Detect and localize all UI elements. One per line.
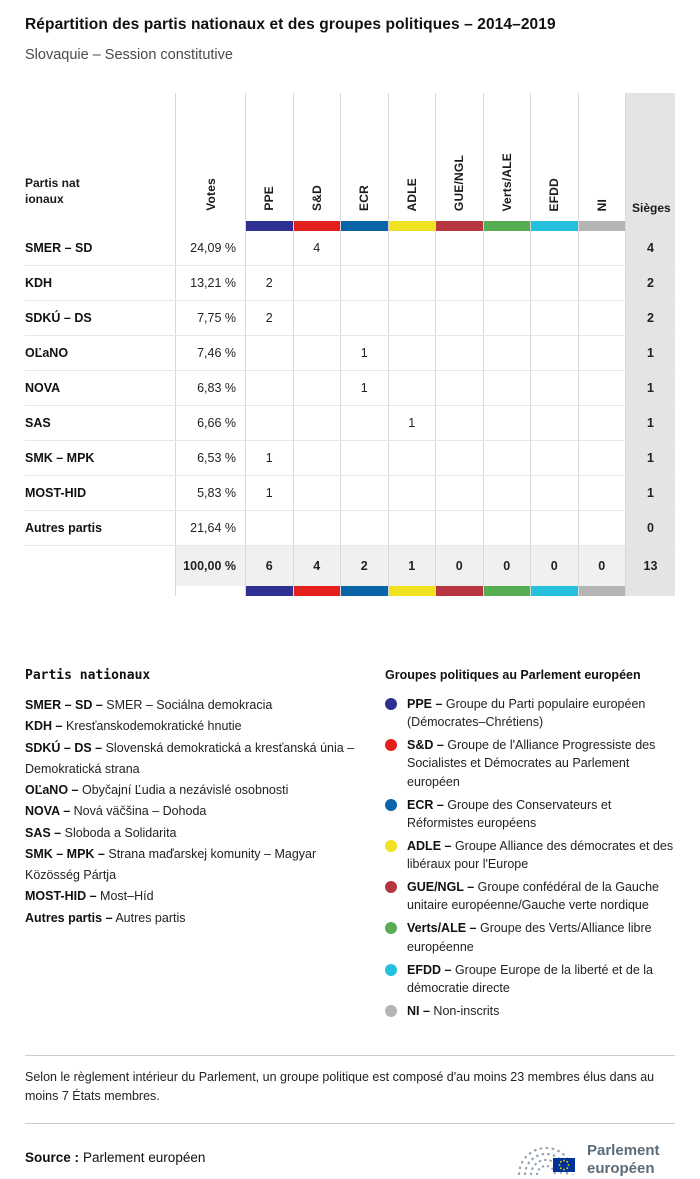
- party-legend-item: [25, 738, 355, 781]
- votes-value: 5,83 %: [175, 476, 245, 510]
- cell-adle: [388, 511, 436, 545]
- spacer: [175, 586, 245, 596]
- cell-guengl: [435, 336, 483, 370]
- table-row: [25, 476, 675, 511]
- cell-vertsale: [483, 511, 531, 545]
- group-desc: Groupe Europe de la liberté et de la démocratie directe: [407, 962, 653, 995]
- group-desc: Groupe des Verts/Alliance libre européenne: [407, 921, 652, 954]
- party-abbr: MOST-HID –: [25, 889, 97, 904]
- group-legend-item: [385, 961, 675, 997]
- party-abbr: SMK – MPK –: [25, 846, 105, 861]
- votes-value: 6,66 %: [175, 406, 245, 440]
- cell-adle: [388, 441, 436, 475]
- votes-value: 24,09 %: [175, 231, 245, 265]
- col-header-partis: [25, 93, 175, 221]
- groups-legend: [385, 668, 675, 1025]
- cell-sd: [293, 266, 341, 300]
- party-name: KDH: [25, 276, 53, 290]
- cell-vertsale: [483, 231, 531, 265]
- party-name: SAS: [25, 416, 51, 430]
- cell-adle: [388, 336, 436, 370]
- total-adle: 1: [388, 546, 436, 586]
- cell-vertsale: [483, 371, 531, 405]
- cell-ppe: 2: [245, 301, 293, 335]
- sd-header-label: S&D: [309, 185, 324, 211]
- groups-legend-heading: Groupes politiques au Parlement européen: [385, 668, 641, 682]
- group-legend-item: [385, 919, 675, 955]
- group-legend-item: [385, 796, 675, 832]
- group-desc: Groupe des Conservateurs et Réformistes européens: [407, 797, 612, 830]
- group-legend-text: [407, 1002, 675, 1020]
- seats-value: 1: [625, 371, 675, 405]
- source-value: Parlement européen: [83, 1150, 206, 1166]
- group-desc: Groupe confédéral de la Gauche unitaire européenne/Gauche verte nordique: [407, 880, 660, 913]
- group-legend-text: [407, 736, 675, 790]
- cell-ppe: [245, 336, 293, 370]
- party-abbr: KDH –: [25, 719, 63, 734]
- cell-vertsale: [483, 406, 531, 440]
- group-abbr: ECR –: [407, 797, 444, 812]
- group-abbr: Verts/ALE –: [407, 921, 477, 936]
- color-bar-efdd: [530, 221, 578, 231]
- party-desc: Nová väčšina – Dohoda: [73, 804, 207, 819]
- cell-guengl: [435, 406, 483, 440]
- table-row: [25, 511, 675, 546]
- group-color-bars-top: [25, 221, 675, 231]
- cell-ecr: [340, 511, 388, 545]
- color-bar-sd: [293, 586, 341, 596]
- efdd-header-label: EFDD: [547, 177, 562, 211]
- cell-ni: [578, 406, 626, 440]
- total-vertsale: 0: [483, 546, 531, 586]
- cell-sd: [293, 371, 341, 405]
- cell-adle: [388, 371, 436, 405]
- group-abbr: NI –: [407, 1003, 430, 1018]
- cell-ni: [578, 301, 626, 335]
- group-legend-item: [385, 695, 675, 731]
- party-legend-item: [25, 695, 355, 716]
- party-desc: Autres partis: [115, 910, 186, 925]
- group-legend-item: [385, 837, 675, 873]
- cell-efdd: [530, 406, 578, 440]
- col-header-ecr: [340, 93, 388, 221]
- cell-guengl: [435, 231, 483, 265]
- cell-sd: [293, 301, 341, 335]
- cell-guengl: [435, 266, 483, 300]
- cell-ni: [578, 441, 626, 475]
- seats-value: 1: [625, 406, 675, 440]
- cell-ppe: [245, 231, 293, 265]
- cell-ecr: [340, 266, 388, 300]
- ecr-header-label: ECR: [357, 185, 372, 211]
- color-bar-ecr: [340, 586, 388, 596]
- group-abbr: ADLE –: [407, 838, 452, 853]
- votes-value: 7,46 %: [175, 336, 245, 370]
- cell-ppe: 2: [245, 266, 293, 300]
- party-desc: Most–Híd: [100, 889, 154, 904]
- table-row: [25, 406, 675, 441]
- cell-adle: [388, 476, 436, 510]
- group-abbr: GUE/NGL –: [407, 880, 475, 895]
- cell-efdd: [530, 336, 578, 370]
- group-legend-text: [407, 796, 675, 832]
- total-votes: 100,00 %: [175, 546, 245, 586]
- source-label: Source :: [25, 1150, 80, 1166]
- party-name: OĽaNO: [25, 346, 69, 360]
- group-color-dot: [385, 1005, 397, 1017]
- ni-header-label: NI: [594, 198, 609, 211]
- party-name: MOST-HID: [25, 486, 87, 500]
- cell-efdd: [530, 371, 578, 405]
- group-abbr: EFDD –: [407, 962, 452, 977]
- cell-ni: [578, 511, 626, 545]
- party-desc: Strana maďarskej komunity – Magyar Közösség Pártja: [25, 846, 317, 882]
- cell-ppe: 1: [245, 476, 293, 510]
- cell-adle: [388, 231, 436, 265]
- color-bar-adle: [388, 221, 436, 231]
- color-bar-vertsale: [483, 221, 531, 231]
- group-desc: Groupe Alliance des démocrates et des libéraux pour l'Europe: [407, 838, 674, 871]
- party-name: Autres partis: [25, 521, 103, 535]
- votes-value: 7,75 %: [175, 301, 245, 335]
- cell-adle: [388, 301, 436, 335]
- party-legend-item: [25, 844, 355, 887]
- results-table: [25, 93, 675, 596]
- table-row: [25, 336, 675, 371]
- seats-value: 1: [625, 336, 675, 370]
- group-color-dot: [385, 922, 397, 934]
- color-bar-sd: [293, 221, 341, 231]
- color-bar-efdd: [530, 586, 578, 596]
- cell-guengl: [435, 301, 483, 335]
- total-spacer: [25, 546, 175, 586]
- color-bar-adle: [388, 586, 436, 596]
- votes-header-label: Votes: [203, 178, 218, 211]
- group-color-bars-bottom: [25, 586, 675, 596]
- page-title: Répartition des partis nationaux et des groupes politiques – 2014–2019: [25, 16, 556, 33]
- table-total-row: [25, 546, 675, 586]
- cell-sd: [293, 511, 341, 545]
- group-legend-item: [385, 1002, 675, 1020]
- cell-adle: 1: [388, 406, 436, 440]
- sieges-column-fill: [625, 586, 675, 596]
- spacer: [175, 221, 245, 231]
- group-legend-text: [407, 695, 675, 731]
- col-header-vertsale: [483, 93, 531, 221]
- vertsale-header-label: Verts/ALE: [499, 152, 514, 211]
- cell-vertsale: [483, 476, 531, 510]
- logo-text-line1: Parlement: [587, 1141, 660, 1159]
- cell-efdd: [530, 511, 578, 545]
- cell-efdd: [530, 301, 578, 335]
- group-desc: Groupe de l'Alliance Progressiste des Socialistes et Démocrates au Parlement européen: [407, 738, 656, 789]
- seats-value: 1: [625, 441, 675, 475]
- group-legend-text: [407, 837, 675, 873]
- group-color-dot: [385, 739, 397, 751]
- group-legend-text: [407, 919, 675, 955]
- party-name: SMK – MPK: [25, 451, 95, 465]
- cell-efdd: [530, 231, 578, 265]
- group-abbr: PPE –: [407, 697, 443, 711]
- cell-ecr: 1: [340, 336, 388, 370]
- logo-text-line2: européen: [587, 1159, 655, 1177]
- cell-guengl: [435, 511, 483, 545]
- group-desc: Groupe du Parti populaire européen (Démocrates–Chrétiens): [407, 697, 646, 730]
- party-abbr: NOVA –: [25, 804, 71, 819]
- cell-ni: [578, 336, 626, 370]
- party-legend-item: [25, 716, 355, 737]
- cell-ppe: [245, 511, 293, 545]
- cell-vertsale: [483, 336, 531, 370]
- party-legend-item: [25, 908, 355, 929]
- party-desc: Slovenská demokratická a kresťanská únia – Demokratická strana: [25, 740, 355, 776]
- cell-ni: [578, 476, 626, 510]
- group-color-dot: [385, 881, 397, 893]
- group-legend-item: [385, 878, 675, 914]
- total-ni: 0: [578, 546, 626, 586]
- party-abbr: SAS –: [25, 825, 62, 840]
- party-desc: Obyčajní Ľudia a nezávislé osobnosti: [81, 783, 289, 797]
- cell-ecr: [340, 301, 388, 335]
- cell-vertsale: [483, 266, 531, 300]
- cell-adle: [388, 266, 436, 300]
- col-header-efdd: [530, 93, 578, 221]
- group-legend-text: [407, 878, 675, 914]
- col-header-guengl: [435, 93, 483, 221]
- adle-header-label: ADLE: [404, 177, 419, 211]
- total-ecr: 2: [340, 546, 388, 586]
- legend-section: [25, 668, 675, 1025]
- table-row: [25, 266, 675, 301]
- divider: [25, 1123, 675, 1124]
- votes-value: 13,21 %: [175, 266, 245, 300]
- party-desc: SMER – Sociálna demokracia: [106, 698, 273, 712]
- table-row: [25, 441, 675, 476]
- party-name: SMER – SD: [25, 241, 93, 255]
- party-desc: Sloboda a Solidarita: [64, 825, 177, 840]
- cell-ecr: [340, 231, 388, 265]
- color-bar-guengl: [435, 586, 483, 596]
- cell-vertsale: [483, 301, 531, 335]
- cell-sd: 4: [293, 231, 341, 265]
- parties-legend: [25, 668, 355, 1025]
- party-name: NOVA: [25, 381, 61, 395]
- table-header-row: [25, 93, 675, 221]
- party-name: SDKÚ – DS: [25, 311, 92, 325]
- cell-sd: [293, 336, 341, 370]
- party-desc: Kresťanskodemokratické hnutie: [66, 719, 242, 734]
- col-header-adle: [388, 93, 436, 221]
- cell-efdd: [530, 476, 578, 510]
- cell-ecr: 1: [340, 371, 388, 405]
- source-line: [25, 1150, 205, 1165]
- seats-value: 2: [625, 266, 675, 300]
- cell-ecr: [340, 406, 388, 440]
- col-header-partis-label: Partis nationaux: [25, 175, 80, 206]
- footnote: Selon le règlement intérieur du Parlement, un groupe politique est composé d'au moins 23 membres élus dans au moins 7 États membres.: [25, 1070, 655, 1104]
- group-color-dot: [385, 799, 397, 811]
- table-row: [25, 301, 675, 336]
- spacer: [25, 221, 175, 231]
- cell-sd: [293, 406, 341, 440]
- party-legend-item: [25, 823, 355, 844]
- total-seats: 13: [625, 546, 675, 586]
- total-efdd: 0: [530, 546, 578, 586]
- col-header-votes: [175, 93, 245, 221]
- guengl-header-label: GUE/NGL: [452, 154, 467, 211]
- group-color-dot: [385, 964, 397, 976]
- col-header-ni: [578, 93, 626, 221]
- cell-ppe: 1: [245, 441, 293, 475]
- color-bar-ni: [578, 586, 626, 596]
- page-subtitle: Slovaquie – Session constitutive: [25, 47, 233, 63]
- group-legend-text: [407, 961, 675, 997]
- party-legend-item: [25, 780, 355, 801]
- color-bar-ppe: [245, 586, 293, 596]
- cell-guengl: [435, 476, 483, 510]
- seats-value: 2: [625, 301, 675, 335]
- color-bar-ecr: [340, 221, 388, 231]
- party-abbr: SDKÚ – DS –: [25, 740, 103, 755]
- seats-value: 0: [625, 511, 675, 545]
- cell-ni: [578, 231, 626, 265]
- votes-value: 21,64 %: [175, 511, 245, 545]
- col-header-sd: [293, 93, 341, 221]
- european-parliament-logo: [507, 1134, 675, 1179]
- cell-guengl: [435, 441, 483, 475]
- cell-ecr: [340, 476, 388, 510]
- party-abbr: OĽaNO –: [25, 783, 79, 797]
- cell-ecr: [340, 441, 388, 475]
- group-desc: Non-inscrits: [433, 1003, 500, 1018]
- party-abbr: Autres partis –: [25, 910, 113, 925]
- party-legend-item: [25, 801, 355, 822]
- group-color-dot: [385, 698, 397, 710]
- total-ppe: 6: [245, 546, 293, 586]
- cell-sd: [293, 441, 341, 475]
- cell-ni: [578, 371, 626, 405]
- party-abbr: SMER – SD –: [25, 698, 103, 712]
- party-legend-item: [25, 886, 355, 907]
- votes-value: 6,53 %: [175, 441, 245, 475]
- parties-legend-heading: Partis nationaux: [25, 668, 151, 683]
- cell-sd: [293, 476, 341, 510]
- votes-value: 6,83 %: [175, 371, 245, 405]
- cell-ppe: [245, 406, 293, 440]
- seats-value: 4: [625, 231, 675, 265]
- cell-guengl: [435, 371, 483, 405]
- sieges-column-fill: [625, 221, 675, 231]
- col-header-sieges: Sièges: [625, 93, 675, 221]
- color-bar-vertsale: [483, 586, 531, 596]
- cell-ni: [578, 266, 626, 300]
- cell-ppe: [245, 371, 293, 405]
- cell-efdd: [530, 266, 578, 300]
- table-row: [25, 371, 675, 406]
- color-bar-ppe: [245, 221, 293, 231]
- total-sd: 4: [293, 546, 341, 586]
- table-row: [25, 231, 675, 266]
- ppe-header-label: PPE: [262, 186, 277, 211]
- color-bar-guengl: [435, 221, 483, 231]
- total-guengl: 0: [435, 546, 483, 586]
- seats-value: 1: [625, 476, 675, 510]
- col-header-ppe: [245, 93, 293, 221]
- group-legend-item: [385, 736, 675, 790]
- cell-efdd: [530, 441, 578, 475]
- cell-vertsale: [483, 441, 531, 475]
- footer: [25, 1134, 675, 1179]
- spacer: [25, 586, 175, 596]
- color-bar-ni: [578, 221, 626, 231]
- group-color-dot: [385, 840, 397, 852]
- group-abbr: S&D –: [407, 738, 444, 753]
